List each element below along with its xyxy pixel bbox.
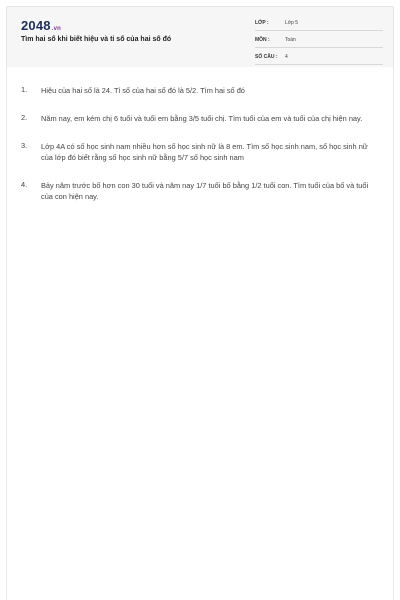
question-item: [21, 141, 381, 163]
meta-row-grade: [255, 17, 383, 31]
question-list: [21, 85, 381, 219]
question-text: Lớp 4A có số học sinh nam nhiều hơn số học sinh nữ là 8 em. Tìm số học sinh nam, số học sinh nữ của lớp đó biết rằng số học sinh nữ bằng 5/7 số học sinh nam: [41, 142, 368, 162]
meta-value-grade: Lớp 5: [285, 20, 299, 26]
question-number: 3.: [21, 141, 28, 150]
logo-main-text: 2048: [21, 18, 51, 33]
worksheet-title: Tìm hai số khi biết hiệu và tỉ số của hai số đó: [21, 36, 172, 43]
site-logo[interactable]: [21, 18, 61, 33]
question-text: Bảy năm trước bố hơn con 30 tuổi và năm nay 1/7 tuổi bố bằng 1/2 tuổi con. Tìm tuổi của bố và tuổi của con hiện nay.: [41, 181, 369, 201]
logo-suffix-text: .vn: [51, 26, 62, 32]
worksheet-meta: [255, 17, 383, 68]
question-item: [21, 180, 381, 202]
meta-value-subject: Toán: [285, 37, 296, 43]
question-item: [21, 85, 381, 96]
worksheet-header: [7, 7, 393, 67]
question-text: Năm nay, em kém chị 6 tuổi và tuổi em bằng 3/5 tuổi chị. Tìm tuổi của em và tuổi của chị hiện nay.: [41, 114, 363, 123]
question-number: 4.: [21, 180, 28, 189]
question-item: [21, 113, 381, 124]
meta-row-subject: [255, 34, 383, 48]
worksheet: [6, 6, 394, 600]
meta-label-subject: MÔN :: [255, 37, 270, 43]
meta-label-question-count: SỐ CÂU :: [255, 54, 278, 60]
meta-label-grade: LỚP :: [255, 20, 269, 26]
meta-row-question-count: [255, 51, 383, 65]
meta-value-question-count: 4: [285, 54, 288, 60]
question-text: Hiệu của hai số là 24. Tỉ số của hai số đó là 5/2. Tìm hai số đó: [41, 86, 245, 95]
question-number: 2.: [21, 113, 28, 122]
question-number: 1.: [21, 85, 28, 94]
